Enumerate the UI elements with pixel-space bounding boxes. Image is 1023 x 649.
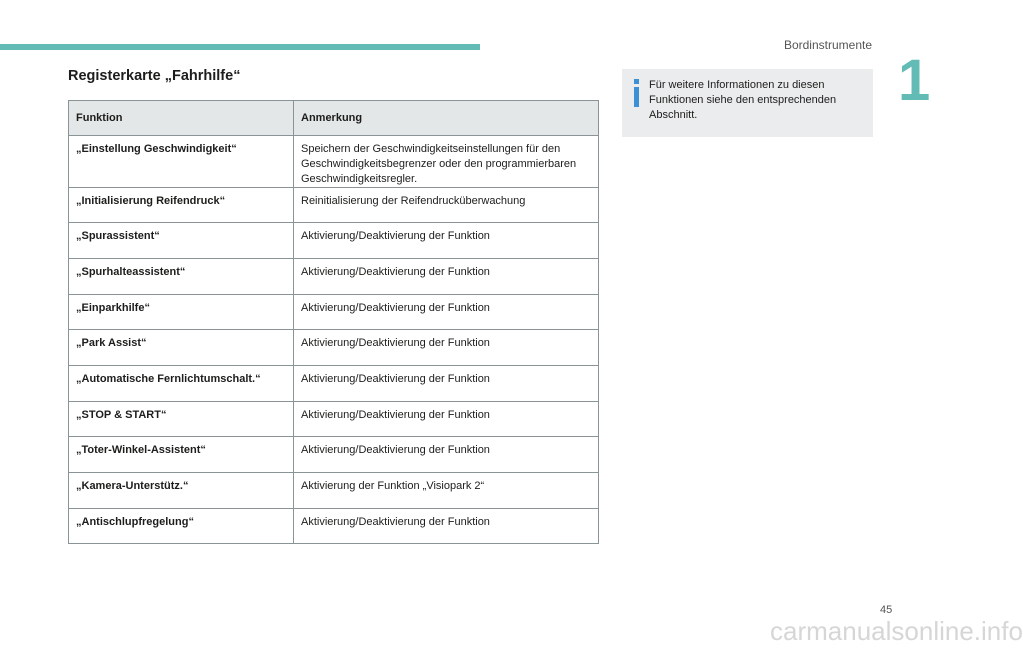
function-cell: „Einstellung Geschwindigkeit“	[69, 136, 294, 188]
section-title: Bordinstrumente	[783, 38, 872, 52]
function-cell: „Einparkhilfe“	[69, 295, 294, 330]
remark-cell: Reinitialisierung der Reifendrucküberwachung	[294, 188, 599, 223]
table-header-row	[69, 101, 599, 136]
table-row	[69, 366, 599, 402]
column-header-remark: Anmerkung	[294, 101, 599, 136]
table-body	[69, 136, 599, 544]
table-row	[69, 402, 599, 437]
remark-cell: Aktivierung/Deaktivierung der Funktion	[294, 223, 599, 259]
function-cell: „Toter-Winkel-Assistent“	[69, 437, 294, 473]
remark-cell: Aktivierung/Deaktivierung der Funktion	[294, 366, 599, 402]
info-box	[622, 69, 873, 137]
function-cell: „Antischlupfregelung“	[69, 509, 294, 544]
chapter-number: 1	[898, 48, 931, 113]
page-title: Registerkarte „Fahrhilfe“	[68, 68, 241, 84]
table-row	[69, 509, 599, 544]
column-header-function: Funktion	[69, 101, 294, 136]
table-row	[69, 473, 599, 509]
remark-cell: Speichern der Geschwindigkeitseinstellungen für den Geschwindigkeitsbegrenzer oder den programmierbaren Geschwindigkeitsregler.	[294, 136, 599, 188]
function-cell: „Initialisierung Reifendruck“	[69, 188, 294, 223]
remark-cell: Aktivierung der Funktion „Visiopark 2“	[294, 473, 599, 509]
remark-cell: Aktivierung/Deaktivierung der Funktion	[294, 509, 599, 544]
function-cell: „Automatische Fernlichtumschalt.“	[69, 366, 294, 402]
function-cell: „STOP & START“	[69, 402, 294, 437]
function-cell: „Kamera-Unterstütz.“	[69, 473, 294, 509]
remark-cell: Aktivierung/Deaktivierung der Funktion	[294, 437, 599, 473]
table-row	[69, 223, 599, 259]
function-cell: „Park Assist“	[69, 330, 294, 366]
info-icon	[631, 79, 643, 107]
table-row	[69, 330, 599, 366]
remark-cell: Aktivierung/Deaktivierung der Funktion	[294, 259, 599, 295]
table-row	[69, 295, 599, 330]
watermark: carmanualsonline.info	[770, 616, 1023, 646]
table-row	[69, 259, 599, 295]
remark-cell: Aktivierung/Deaktivierung der Funktion	[294, 402, 599, 437]
function-cell: „Spurhalteassistent“	[69, 259, 294, 295]
function-table	[68, 100, 599, 544]
header-accent-bar	[0, 44, 480, 50]
function-cell: „Spurassistent“	[69, 223, 294, 259]
table-row	[69, 188, 599, 223]
info-text: Für weitere Informationen zu diesen Funktionen siehe den entsprechenden Abschnitt.	[649, 79, 837, 121]
remark-cell: Aktivierung/Deaktivierung der Funktion	[294, 330, 599, 366]
page-number: 45	[880, 604, 893, 616]
remark-cell: Aktivierung/Deaktivierung der Funktion	[294, 295, 599, 330]
table-row	[69, 136, 599, 188]
table-row	[69, 437, 599, 473]
